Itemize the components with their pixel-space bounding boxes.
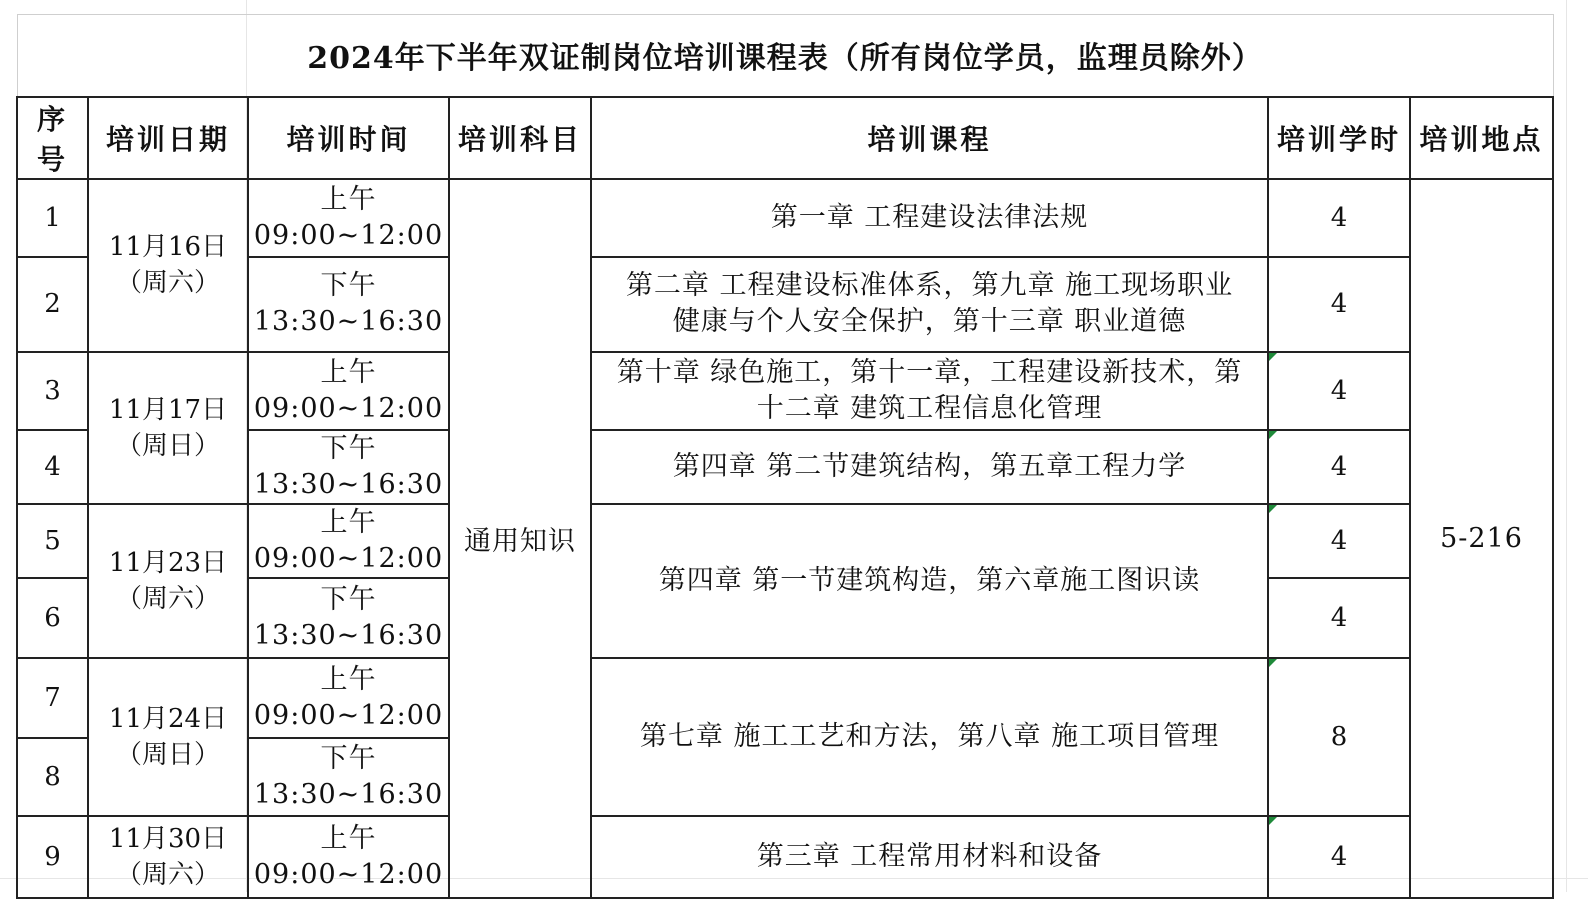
- period-text: 上午: [320, 183, 377, 215]
- time-cell: [248, 430, 449, 504]
- time-range: 13:30~16:30: [253, 306, 444, 337]
- course-line: 第三章 工程常用材料和设备: [756, 840, 1103, 872]
- time-cell: [248, 816, 449, 898]
- period-text: 下午: [320, 432, 377, 464]
- course-cell: [591, 352, 1268, 430]
- hours-cell: 4: [1268, 430, 1410, 504]
- period-text: 上午: [320, 506, 377, 538]
- date-cell: [88, 816, 248, 898]
- course-cell: [591, 504, 1268, 658]
- time-range: 09:00~12:00: [253, 219, 444, 251]
- course-line: 第七章 施工工艺和方法，第八章 施工项目管理: [639, 720, 1220, 752]
- course-line: 第四章 第一节建筑构造，第六章施工图识读: [658, 564, 1201, 596]
- header-hours: 培训学时: [1268, 97, 1410, 179]
- time-cell: [248, 352, 449, 430]
- time-cell: [248, 658, 449, 738]
- row-number: 8: [17, 738, 88, 816]
- hours-cell: 4: [1268, 816, 1410, 898]
- period-text: 上午: [320, 663, 377, 695]
- course-cell: [591, 430, 1268, 504]
- date-text: 11月16日: [108, 232, 228, 262]
- course-line: 第十章 绿色施工，第十一章，工程建设新技术，第: [616, 356, 1243, 388]
- subject-cell: 通用知识: [449, 179, 591, 898]
- course-line: 健康与个人安全保护，第十三章 职业道德: [672, 306, 1187, 337]
- header-date: 培训日期: [88, 97, 248, 179]
- time-range: 13:30~16:30: [253, 619, 444, 651]
- row-number: 7: [17, 658, 88, 738]
- period-text: 下午: [320, 583, 377, 615]
- hours-cell: 4: [1268, 257, 1410, 352]
- time-range: 13:30~16:30: [253, 778, 444, 810]
- table-row: [17, 352, 1553, 430]
- page-title: 2024年下半年双证制岗位培训课程表（所有岗位学员，监理员除外）: [17, 15, 1553, 97]
- time-cell: [248, 504, 449, 578]
- time-range: 13:30~16:30: [253, 468, 444, 500]
- row-number: 5: [17, 504, 88, 578]
- row-number: 4: [17, 430, 88, 504]
- period-text: 上午: [320, 822, 377, 854]
- time-cell: [248, 578, 449, 658]
- date-text: 11月23日: [108, 547, 228, 578]
- table-row: [17, 179, 1553, 257]
- place-cell: 5-216: [1410, 179, 1553, 898]
- header-subject: 培训科目: [449, 97, 591, 179]
- row-number: 3: [17, 352, 88, 430]
- hours-cell: 4: [1268, 504, 1410, 578]
- course-line: 第四章 第二节建筑结构，第五章工程力学: [672, 450, 1187, 482]
- weekday-text: （周六）: [115, 268, 220, 298]
- date-cell: [88, 504, 248, 658]
- hours-cell: 4: [1268, 179, 1410, 257]
- date-cell: [88, 658, 248, 816]
- table-row: [17, 504, 1553, 578]
- schedule-table: [16, 14, 1554, 899]
- time-cell: [248, 257, 449, 352]
- period-text: 下午: [320, 270, 377, 301]
- gridline: [1566, 0, 1567, 892]
- date-cell: [88, 352, 248, 504]
- weekday-text: （周六）: [115, 859, 220, 890]
- hours-cell: 4: [1268, 578, 1410, 658]
- course-line: 第二章 工程建设标准体系，第九章 施工现场职业: [625, 270, 1234, 301]
- row-number: 2: [17, 257, 88, 352]
- weekday-text: （周日）: [115, 739, 220, 770]
- course-cell: [591, 257, 1268, 352]
- date-cell: [88, 179, 248, 352]
- period-text: 下午: [320, 742, 377, 774]
- time-range: 09:00~12:00: [253, 858, 444, 890]
- time-range: 09:00~12:00: [253, 542, 444, 574]
- time-cell: [248, 179, 449, 257]
- table-row: [17, 257, 1553, 352]
- date-text: 11月30日: [108, 823, 228, 854]
- date-text: 11月17日: [108, 394, 228, 425]
- course-line: 十二章 建筑工程信息化管理: [756, 392, 1103, 424]
- course-cell: [591, 658, 1268, 816]
- table-row: [17, 816, 1553, 898]
- table-row: [17, 658, 1553, 738]
- row-number: 6: [17, 578, 88, 658]
- course-line: 第一章 工程建设法律法规: [770, 201, 1089, 233]
- time-cell: [248, 738, 449, 816]
- course-cell: [591, 179, 1268, 257]
- weekday-text: （周日）: [115, 430, 220, 461]
- header-place: 培训地点: [1410, 97, 1553, 179]
- table-row: [17, 430, 1553, 504]
- time-range: 09:00~12:00: [253, 699, 444, 731]
- hours-cell: 4: [1268, 352, 1410, 430]
- row-number: 1: [17, 179, 88, 257]
- header-course: 培训课程: [591, 97, 1268, 179]
- weekday-text: （周六）: [115, 583, 220, 614]
- header-no: 序号: [17, 97, 88, 179]
- row-number: 9: [17, 816, 88, 898]
- header-time: 培训时间: [248, 97, 449, 179]
- time-range: 09:00~12:00: [253, 392, 444, 424]
- date-text: 11月24日: [108, 703, 228, 734]
- period-text: 上午: [320, 356, 377, 388]
- hours-cell: 8: [1268, 658, 1410, 816]
- course-cell: [591, 816, 1268, 898]
